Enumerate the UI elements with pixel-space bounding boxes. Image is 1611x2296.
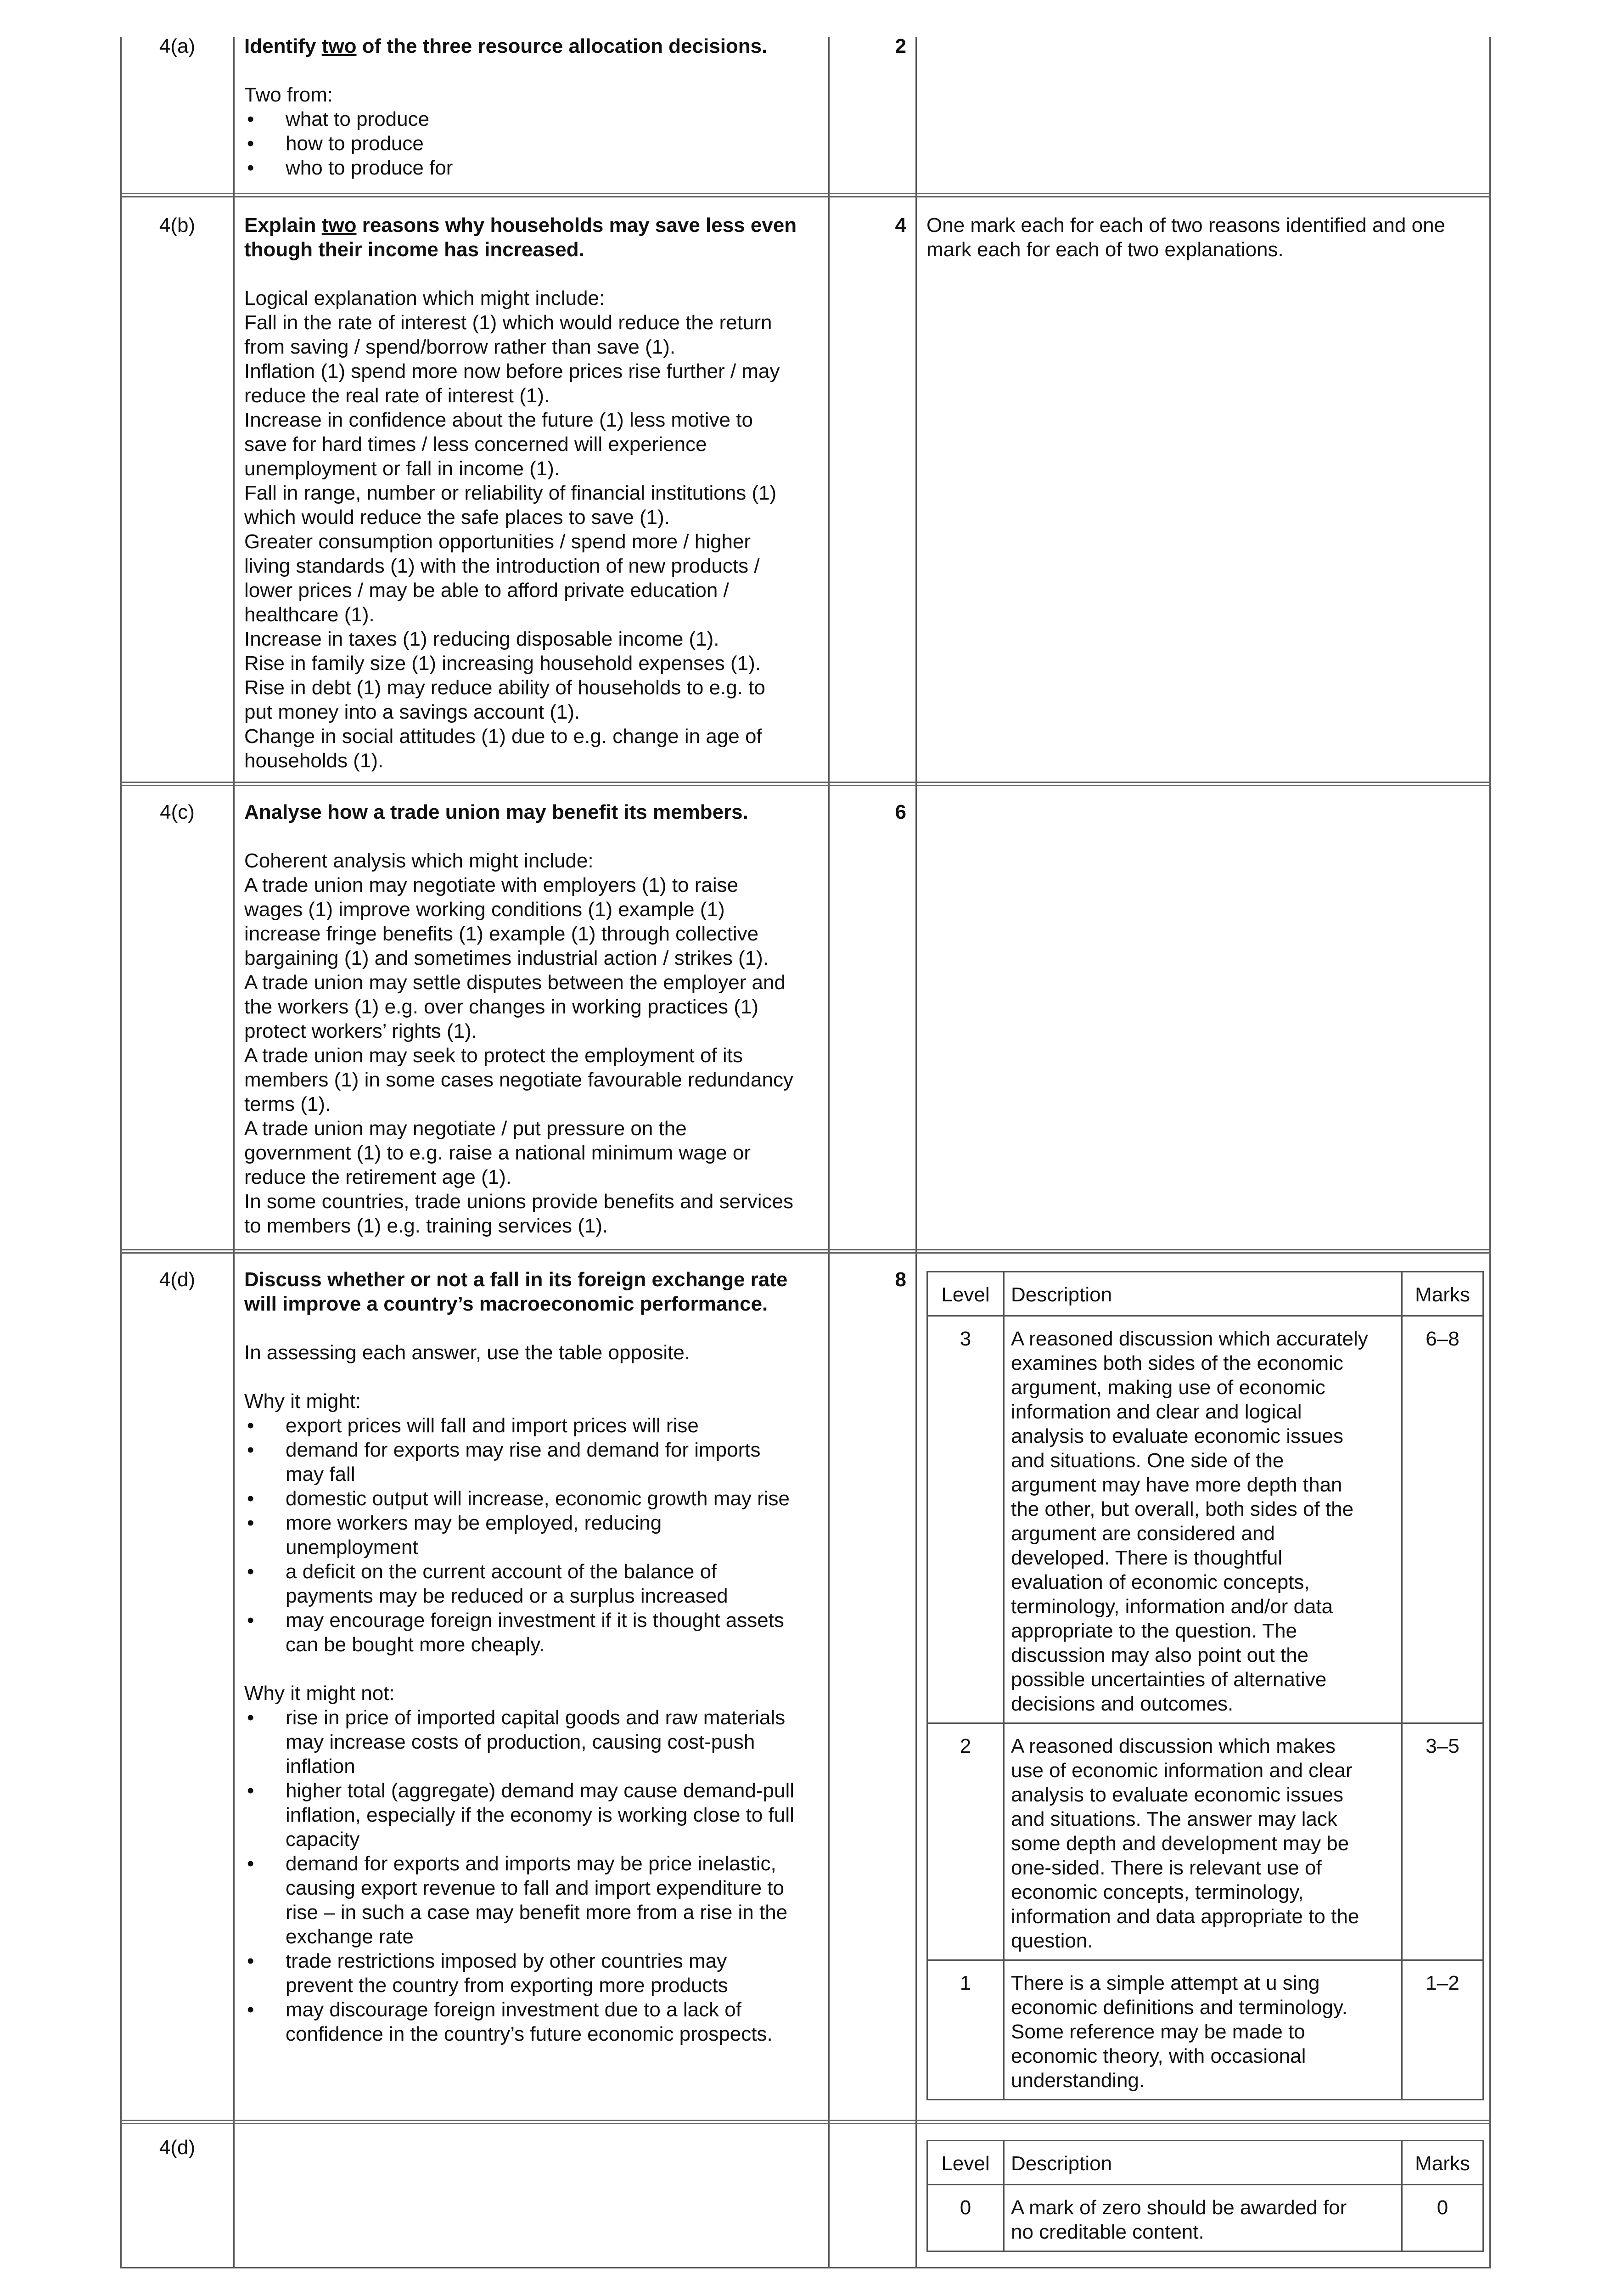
question-text: Explain two reasons why households may save less even though their income has increased.	[244, 214, 797, 261]
table-border-col3	[915, 37, 917, 2268]
levels-row	[927, 1960, 1483, 2100]
answer-lines	[244, 310, 827, 773]
list-item-line: inflation	[286, 1755, 355, 1778]
list-item-line: rise in price of imported capital goods and raw materials	[286, 1706, 786, 1729]
level-marks: 1–2	[1402, 1960, 1483, 2100]
answer-line: members (1) in some cases negotiate favourable redundancy	[244, 1069, 793, 1091]
level-description	[1004, 2185, 1402, 2251]
answer-line: Increase in confidence about the future (1) less motive to	[244, 409, 753, 431]
answer-line: A trade union may seek to protect the employment of its	[244, 1044, 743, 1067]
list-item-line: exchange rate	[286, 1925, 414, 1948]
assess-note: In assessing each answer, use the table opposite.	[244, 1341, 690, 1364]
question-cell	[244, 34, 827, 180]
description-line: terminology, information and/or data	[1011, 1595, 1333, 1618]
list-item-line: causing export revenue to fall and import expenditure to	[286, 1877, 784, 1899]
description-line: argument, making use of economic	[1011, 1376, 1325, 1399]
answer-line: Fall in the rate of interest (1) which would reduce the return	[244, 311, 772, 334]
description-line: argument may have more depth than	[1011, 1474, 1342, 1496]
list-item	[244, 1705, 827, 1778]
list-item	[244, 1608, 827, 1657]
description-line: argument are considered and	[1011, 1522, 1275, 1545]
list-item	[244, 1851, 827, 1949]
marks-value: 2	[895, 35, 906, 57]
question-cell	[244, 800, 827, 1238]
table-border-col1	[233, 37, 235, 2268]
list-item-line: more workers may be employed, reducing	[286, 1512, 662, 1534]
row-separator	[120, 782, 1491, 786]
list-item-line: export prices will fall and import prices will rise	[286, 1414, 699, 1437]
guidance-line: mark each for each of two explanations.	[926, 238, 1284, 261]
marks-header: Marks	[1402, 2141, 1483, 2185]
description-header: Description	[1004, 1272, 1402, 1316]
might-heading: Why it might:	[244, 1390, 361, 1412]
levels-row	[927, 1723, 1483, 1960]
description-line: some depth and development may be	[1011, 1832, 1349, 1855]
list-item-line: capacity	[286, 1828, 360, 1851]
list-item-line: may discourage foreign investment due to a lack of	[286, 1998, 741, 2021]
level-header: Level	[927, 2141, 1004, 2185]
list-item	[244, 1998, 827, 2046]
description-line: There is a simple attempt at u sing	[1011, 1972, 1320, 1994]
list-item-line: unemployment	[286, 1536, 418, 1559]
list-item-line: a deficit on the current account of the balance of	[286, 1560, 717, 1583]
levels-row	[927, 1316, 1483, 1723]
description-line: no creditable content.	[1011, 2221, 1204, 2243]
description-line: use of economic information and clear	[1011, 1759, 1353, 1782]
answer-line: terms (1).	[244, 1093, 331, 1115]
might-not-heading: Why it might not:	[244, 1682, 395, 1705]
row-separator	[120, 1249, 1491, 1254]
answer-line: save for hard times / less concerned will experience	[244, 433, 707, 456]
question-id: 4(d)	[159, 1268, 196, 1291]
might-bullets	[244, 1413, 827, 1657]
marks-header: Marks	[1402, 1272, 1483, 1316]
level-description	[1004, 1960, 1402, 2100]
list-item-line: confidence in the country’s future economic prospects.	[286, 2023, 773, 2045]
level-value: 2	[927, 1723, 1004, 1960]
list-item: • how to produce	[244, 131, 827, 156]
levels-table	[926, 1271, 1484, 2100]
list-item-line: may increase costs of production, causing cost-push	[286, 1731, 755, 1753]
answer-bullets	[244, 107, 827, 180]
list-item	[244, 1559, 827, 1608]
level-marks: 0	[1402, 2185, 1483, 2251]
answer-line: from saving / spend/borrow rather than save (1).	[244, 336, 676, 358]
level-marks: 6–8	[1402, 1316, 1483, 1723]
row-separator	[120, 193, 1491, 197]
answer-line: increase fringe benefits (1) example (1) through collective	[244, 923, 759, 945]
answer-line: which would reduce the safe places to save (1).	[244, 506, 670, 529]
list-item-line: prevent the country from exporting more products	[286, 1974, 728, 1997]
question-id: 4(b)	[159, 214, 196, 236]
answer-intro: Coherent analysis which might include:	[244, 850, 594, 872]
guidance-cell	[926, 213, 1477, 262]
levels-header-row	[927, 1272, 1483, 1316]
description-line: question.	[1011, 1930, 1093, 1952]
answer-intro: Logical explanation which might include:	[244, 287, 605, 310]
description-line: discussion may also point out the	[1011, 1644, 1309, 1666]
description-line: analysis to evaluate economic issues	[1011, 1425, 1343, 1447]
level-value: 3	[927, 1316, 1004, 1723]
description-line: economic concepts, terminology,	[1011, 1881, 1304, 1903]
level-value: 0	[927, 2185, 1004, 2251]
list-item	[244, 1486, 827, 1511]
answer-line: Rise in debt (1) may reduce ability of households to e.g. to	[244, 676, 765, 699]
answer-line: protect workers’ rights (1).	[244, 1020, 477, 1042]
answer-line: Greater consumption opportunities / spend more / higher	[244, 530, 751, 553]
answer-line: unemployment or fall in income (1).	[244, 457, 560, 480]
answer-lines	[244, 873, 827, 1238]
answer-line: A trade union may settle disputes between the employer and	[244, 971, 786, 994]
answer-line: A trade union may negotiate / put pressure on the	[244, 1117, 687, 1140]
answer-intro: Two from:	[244, 84, 333, 106]
question-cell	[244, 1267, 827, 2046]
description-line: understanding.	[1011, 2069, 1145, 2092]
list-item-line: may encourage foreign investment if it is thought assets	[286, 1609, 784, 1632]
question-text: Analyse how a trade union may benefit its members.	[244, 801, 748, 823]
answer-line: to members (1) e.g. training services (1).	[244, 1215, 608, 1237]
levels-table	[926, 2140, 1484, 2252]
answer-line: Change in social attitudes (1) due to e.g. change in age of	[244, 725, 762, 748]
answer-line: bargaining (1) and sometimes industrial action / strikes (1).	[244, 947, 769, 969]
description-line: A reasoned discussion which accurately	[1011, 1328, 1368, 1350]
level-header: Level	[927, 1272, 1004, 1316]
answer-line: government (1) to e.g. raise a national minimum wage or	[244, 1142, 751, 1164]
answer-line: living standards (1) with the introduction of new products /	[244, 555, 760, 577]
list-item-line: domestic output will increase, economic growth may rise	[286, 1487, 790, 1510]
list-item: • who to produce for	[244, 156, 827, 180]
list-item	[244, 1511, 827, 1559]
description-line: developed. There is thoughtful	[1011, 1547, 1283, 1569]
answer-line: Fall in range, number or reliability of financial institutions (1)	[244, 482, 777, 504]
marks-value: 8	[895, 1268, 906, 1291]
list-item	[244, 1949, 827, 1998]
list-item-line: payments may be reduced or a surplus increased	[286, 1585, 728, 1607]
description-line: A mark of zero should be awarded for	[1011, 2196, 1347, 2219]
description-line: one-sided. There is relevant use of	[1011, 1857, 1322, 1879]
description-line: information and data appropriate to the	[1011, 1905, 1359, 1928]
level-description	[1004, 1723, 1402, 1960]
marks-value: 4	[895, 214, 906, 236]
list-item-line: may fall	[286, 1463, 355, 1486]
table-border-col2	[828, 37, 830, 2268]
description-line: evaluation of economic concepts,	[1011, 1571, 1310, 1593]
question-id: 4(d)	[159, 2136, 196, 2159]
level-description	[1004, 1316, 1402, 1723]
answer-line: A trade union may negotiate with employers (1) to raise	[244, 874, 739, 896]
level-value: 1	[927, 1960, 1004, 2100]
row-separator	[120, 2120, 1491, 2124]
list-item	[244, 1413, 827, 1438]
answer-line: healthcare (1).	[244, 603, 375, 626]
answer-line: Increase in taxes (1) reducing disposable income (1).	[244, 628, 719, 650]
list-item	[244, 1778, 827, 1851]
list-item-line: demand for exports may rise and demand for imports	[286, 1439, 761, 1461]
question-cell	[244, 213, 827, 773]
question-text: Discuss whether or not a fall in its foreign exchange rate will improve a country’s macroeconomic performance.	[244, 1268, 788, 1315]
list-item-line: rise – in such a case may benefit more from a rise in the	[286, 1901, 788, 1924]
table-border-right	[1489, 37, 1491, 2268]
description-line: possible uncertainties of alternative	[1011, 1668, 1327, 1691]
table-border-bottom	[120, 2267, 1491, 2268]
question-id: 4(c)	[160, 801, 195, 823]
answer-line: Inflation (1) spend more now before prices rise further / may	[244, 360, 780, 383]
description-line: Some reference may be made to	[1011, 2020, 1305, 2043]
description-line: and situations. One side of the	[1011, 1449, 1284, 1472]
answer-line: put money into a savings account (1).	[244, 701, 580, 723]
question-text: Identify two of the three resource allocation decisions.	[244, 35, 768, 57]
marks-value: 6	[895, 801, 906, 823]
list-item: • what to produce	[244, 107, 827, 131]
description-line: appropriate to the question. The	[1011, 1620, 1297, 1642]
list-item-line: trade restrictions imposed by other countries may	[286, 1950, 727, 1972]
table-border-left	[120, 37, 122, 2268]
answer-line: In some countries, trade unions provide benefits and services	[244, 1190, 793, 1213]
answer-line: wages (1) improve working conditions (1) example (1)	[244, 898, 725, 921]
description-line: decisions and outcomes.	[1011, 1693, 1234, 1715]
description-line: analysis to evaluate economic issues	[1011, 1784, 1343, 1806]
might-not-bullets	[244, 1705, 827, 2046]
description-line: examines both sides of the economic	[1011, 1352, 1343, 1374]
description-header: Description	[1004, 2141, 1402, 2185]
answer-line: Rise in family size (1) increasing household expenses (1).	[244, 652, 761, 675]
answer-line: reduce the retirement age (1).	[244, 1166, 512, 1188]
description-line: economic theory, with occasional	[1011, 2045, 1306, 2067]
answer-line: households (1).	[244, 749, 384, 772]
levels-header-row	[927, 2141, 1483, 2185]
list-item-line: demand for exports and imports may be price inelastic,	[286, 1852, 776, 1875]
list-item	[244, 1438, 827, 1486]
description-line: the other, but overall, both sides of the	[1011, 1498, 1354, 1520]
guidance-line: One mark each for each of two reasons identified and one	[926, 214, 1446, 236]
list-item-line: higher total (aggregate) demand may cause demand-pull	[286, 1779, 794, 1802]
description-line: information and clear and logical	[1011, 1401, 1302, 1423]
answer-line: reduce the real rate of interest (1).	[244, 384, 550, 407]
answer-line: lower prices / may be able to afford private education /	[244, 579, 729, 602]
description-line: economic definitions and terminology.	[1011, 1996, 1347, 2019]
levels-row	[927, 2185, 1483, 2251]
description-line: and situations. The answer may lack	[1011, 1808, 1337, 1830]
question-id: 4(a)	[159, 35, 196, 57]
answer-line: the workers (1) e.g. over changes in working practices (1)	[244, 996, 759, 1018]
description-line: A reasoned discussion which makes	[1011, 1735, 1336, 1757]
level-marks: 3–5	[1402, 1723, 1483, 1960]
list-item-line: inflation, especially if the economy is working close to full	[286, 1804, 794, 1826]
list-item-line: can be bought more cheaply.	[286, 1633, 545, 1656]
